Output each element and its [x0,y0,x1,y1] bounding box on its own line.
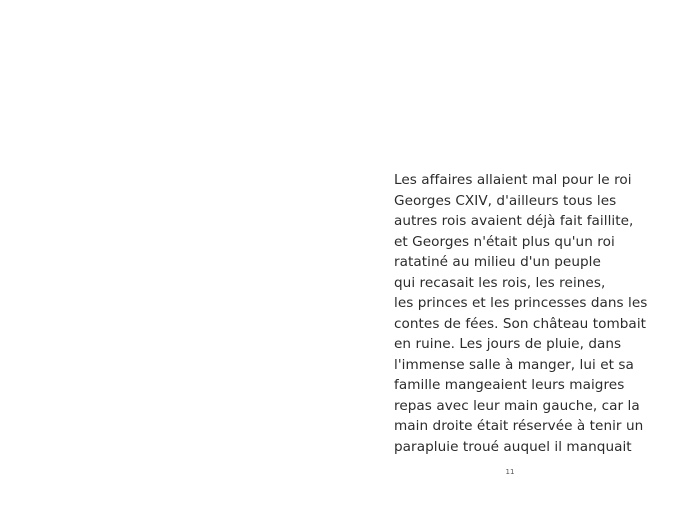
text-line: les princes et les princesses dans les [394,295,648,311]
text-line: Les affaires allaient mal pour le roi [394,172,632,188]
text-line: et Georges n'était plus qu'un roi [394,233,615,250]
text-line: parapluie troué auquel il manquait [394,438,632,455]
page-number: 11 [505,468,515,476]
text-line: ratatiné au milieu d'un peuple [394,254,601,270]
text-line: repas avec leur main gauche, car la [394,397,640,414]
text-line: Georges CXIV, d'ailleurs tous les [394,192,617,209]
text-line: contes de fées. Son château tombait [394,315,647,332]
text-line: main droite était réservée à tenir un [394,418,644,434]
text-line: en ruine. Les jours de pluie, dans [394,336,622,352]
body-text [394,170,648,457]
text-line: qui recasait les rois, les reines, [394,274,606,291]
text-line: famille mangeaient leurs maigres [394,377,625,393]
text-line: autres rois avaient déjà fait faillite, [394,213,634,229]
text-line: l'immense salle à manger, lui et sa [394,356,634,373]
